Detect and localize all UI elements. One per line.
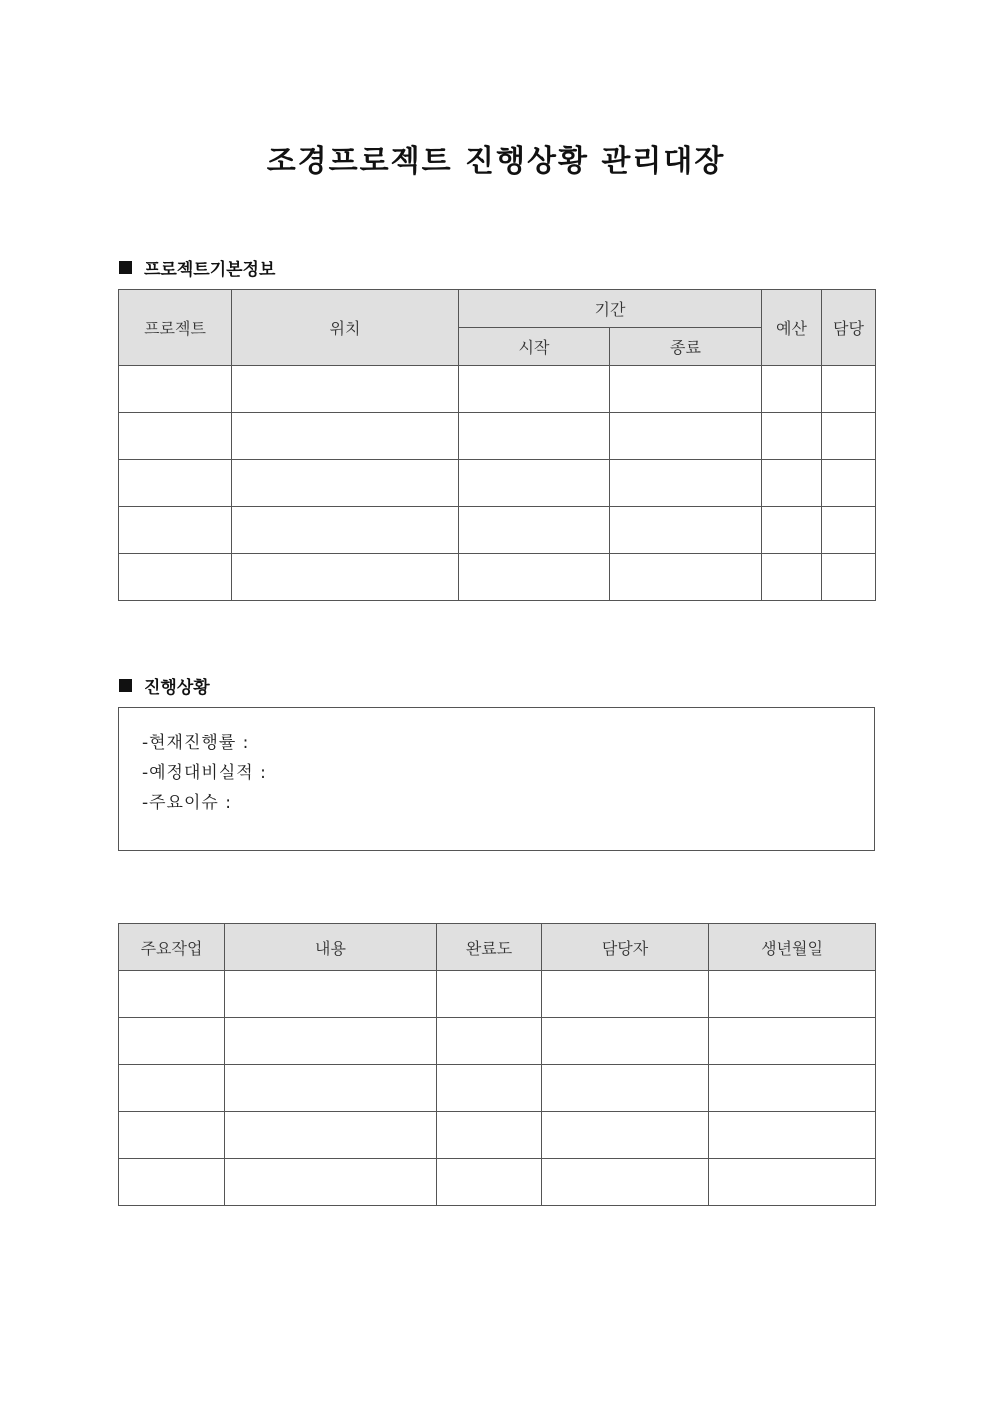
header-content: 내용 xyxy=(225,924,437,971)
table-row xyxy=(119,1065,876,1112)
project-info-table xyxy=(118,289,876,601)
header-end: 종료 xyxy=(610,328,762,366)
section-heading-label: 진행상황 xyxy=(144,678,210,698)
header-birthdate: 생년월일 xyxy=(709,924,876,971)
cell-project[interactable] xyxy=(119,413,232,460)
square-bullet-icon xyxy=(119,679,132,692)
cell-person-in-charge[interactable] xyxy=(542,1159,709,1206)
cell-content[interactable] xyxy=(225,1159,437,1206)
cell-completion[interactable] xyxy=(437,971,542,1018)
cell-content[interactable] xyxy=(225,1018,437,1065)
cell-birthdate[interactable] xyxy=(709,971,876,1018)
cell-content[interactable] xyxy=(225,1112,437,1159)
cell-end[interactable] xyxy=(610,507,762,554)
cell-manager[interactable] xyxy=(822,366,876,413)
cell-person-in-charge[interactable] xyxy=(542,1065,709,1112)
cell-budget[interactable] xyxy=(762,413,822,460)
header-period: 기간 xyxy=(459,290,762,328)
header-main-task: 주요작업 xyxy=(119,924,225,971)
table-row xyxy=(119,1112,876,1159)
square-bullet-icon xyxy=(119,261,132,274)
header-start: 시작 xyxy=(459,328,610,366)
table-row xyxy=(119,507,876,554)
cell-main-task[interactable] xyxy=(119,1112,225,1159)
cell-manager[interactable] xyxy=(822,460,876,507)
cell-project[interactable] xyxy=(119,507,232,554)
cell-budget[interactable] xyxy=(762,507,822,554)
cell-location[interactable] xyxy=(232,460,459,507)
cell-end[interactable] xyxy=(610,554,762,601)
table-row xyxy=(119,554,876,601)
header-location: 위치 xyxy=(232,290,459,366)
table-row xyxy=(119,460,876,507)
cell-start[interactable] xyxy=(459,366,610,413)
cell-birthdate[interactable] xyxy=(709,1159,876,1206)
section-heading-basic-info xyxy=(119,255,275,280)
cell-birthdate[interactable] xyxy=(709,1112,876,1159)
cell-location[interactable] xyxy=(232,507,459,554)
table-row xyxy=(119,413,876,460)
cell-main-task[interactable] xyxy=(119,1018,225,1065)
cell-budget[interactable] xyxy=(762,460,822,507)
table-row xyxy=(119,971,876,1018)
page-title: 조경프로젝트 진행상황 관리대장 xyxy=(266,144,726,179)
key-issues-line[interactable]: -주요이슈 : xyxy=(142,793,232,813)
table-row xyxy=(119,1159,876,1206)
header-manager: 담당 xyxy=(822,290,876,366)
cell-location[interactable] xyxy=(232,413,459,460)
cell-end[interactable] xyxy=(610,366,762,413)
cell-completion[interactable] xyxy=(437,1018,542,1065)
cell-location[interactable] xyxy=(232,366,459,413)
header-budget: 예산 xyxy=(762,290,822,366)
cell-start[interactable] xyxy=(459,460,610,507)
table-row xyxy=(119,1018,876,1065)
section-heading-label: 프로젝트기본정보 xyxy=(144,260,276,280)
cell-main-task[interactable] xyxy=(119,1159,225,1206)
cell-manager[interactable] xyxy=(822,507,876,554)
cell-manager[interactable] xyxy=(822,413,876,460)
cell-budget[interactable] xyxy=(762,554,822,601)
cell-project[interactable] xyxy=(119,554,232,601)
cell-manager[interactable] xyxy=(822,554,876,601)
header-person-in-charge: 담당자 xyxy=(542,924,709,971)
cell-completion[interactable] xyxy=(437,1065,542,1112)
table-row xyxy=(119,366,876,413)
cell-budget[interactable] xyxy=(762,366,822,413)
cell-content[interactable] xyxy=(225,971,437,1018)
cell-completion[interactable] xyxy=(437,1112,542,1159)
cell-end[interactable] xyxy=(610,413,762,460)
cell-main-task[interactable] xyxy=(119,971,225,1018)
header-completion: 완료도 xyxy=(437,924,542,971)
section-heading-progress xyxy=(119,673,210,698)
cell-end[interactable] xyxy=(610,460,762,507)
cell-completion[interactable] xyxy=(437,1159,542,1206)
cell-start[interactable] xyxy=(459,413,610,460)
tasks-table xyxy=(118,923,876,1206)
cell-main-task[interactable] xyxy=(119,1065,225,1112)
cell-project[interactable] xyxy=(119,460,232,507)
progress-box xyxy=(118,707,875,851)
cell-start[interactable] xyxy=(459,507,610,554)
cell-location[interactable] xyxy=(232,554,459,601)
progress-rate-line[interactable]: -현재진행률 : xyxy=(142,733,250,753)
cell-content[interactable] xyxy=(225,1065,437,1112)
header-project: 프로젝트 xyxy=(119,290,232,366)
cell-person-in-charge[interactable] xyxy=(542,971,709,1018)
cell-person-in-charge[interactable] xyxy=(542,1112,709,1159)
cell-project[interactable] xyxy=(119,366,232,413)
plan-vs-actual-line[interactable]: -예정대비실적 : xyxy=(142,763,267,783)
cell-person-in-charge[interactable] xyxy=(542,1018,709,1065)
cell-start[interactable] xyxy=(459,554,610,601)
cell-birthdate[interactable] xyxy=(709,1018,876,1065)
cell-birthdate[interactable] xyxy=(709,1065,876,1112)
